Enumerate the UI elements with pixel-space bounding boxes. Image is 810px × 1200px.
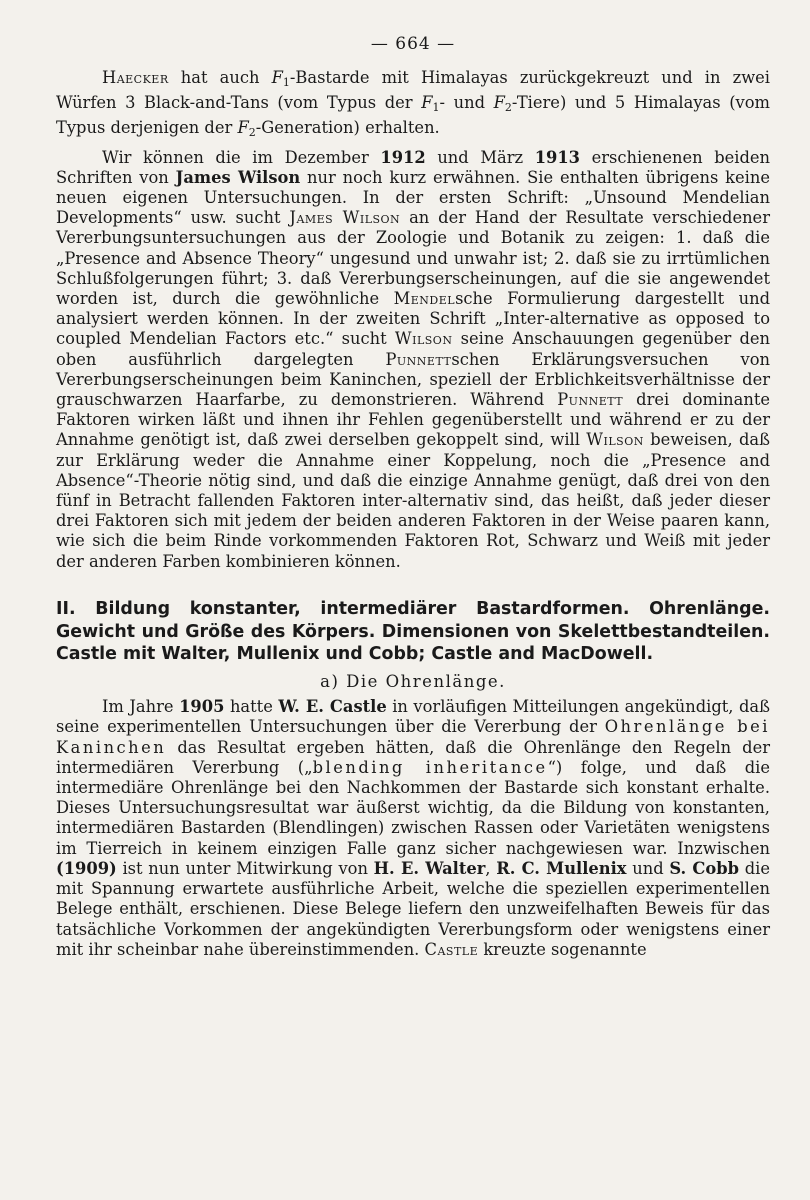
text-run: nur noch kurz erwähnen. Sie enthalten übrigens keine neuen eigenen Untersuchungen. In der ersten Schrift: „Unsound Mendelian Developments“ usw. sucht <box>56 167 770 228</box>
text-run: das Resultat ergeben hätten, daß die Ohrenlänge den Regeln der intermediären Vererbung („ <box>56 737 770 777</box>
text-run: hatte <box>224 697 279 717</box>
text-run: und <box>626 858 670 878</box>
generation-subscript: 1 <box>432 101 440 115</box>
emphasized-term: Ohrenlänge bei Kaninchen <box>56 717 770 757</box>
text-run: “) folge, und daß die intermediäre Ohrenlänge bei den Nachkommen der Bastarde sich konstant erhalte. Dieses Untersuchungsresultat war äußerst wichtig, da die Bildung von konstanten, intermediären Bastarden (Blendlingen) zwischen Rassen oder Varietäten wenigstens im Tierreich in keinem einzigen Falle ganz sicher nachgewiesen war. Inzwischen <box>56 757 770 858</box>
text-run: Wir können die im Dezember <box>102 147 381 167</box>
author-name: Wilson <box>394 329 453 349</box>
generation-subscript: 2 <box>248 126 256 140</box>
text-run: kreuzte sogenannte <box>478 939 647 959</box>
text-run: und März <box>425 147 535 167</box>
author-name: R. C. Mullenix <box>496 858 627 878</box>
text-run: die mit Spannung erwartete ausführliche Arbeit, welche die speziellen experimentellen Belege enthält, erschienen. Diese Belege liefern den unzweifelhaften Beweis für das tatsächliche Vorkommen der angekündigten Vererbungsform oder wenigstens einer mit ihr scheinbar nahe übereinstimmenden. <box>56 858 770 959</box>
author-name: H. E. Walter <box>373 858 486 878</box>
text-run: sche Formulierung dargestellt und analysiert werden können. In der zweiten Schrift „Inter-alternative as opposed to coupled Mendelian Factors etc.“ sucht <box>56 289 770 349</box>
page-number: — 664 — <box>370 34 456 54</box>
author-name: Punnett <box>557 390 624 410</box>
text-run: -Bastarde mit Himalayas zurückgekreuzt und in zwei Würfen 3 Black-and-Tans (vom Typus der <box>56 68 770 113</box>
emphasized-term: blending inheritance <box>312 757 548 777</box>
text-run: beweisen, daß zur Erklärung weder die Annahme einer Koppelung, noch die „Presence and Absence“-Theorie nötig sind, und daß die einzige Annahme genügt, daß drei von den fünf in Betracht fallenden Faktoren inter-alternativ sind, das heißt, daß jeder dieser drei Faktoren sich mit jedem der beiden anderen Faktoren in der Weise paaren kann, wie sich die beim Rinde vorkommenden Faktoren Rot, Schwarz und Weiß mit jeder der anderen Farben kombinieren können. <box>56 430 771 571</box>
author-name: Mendel <box>393 289 456 309</box>
year: 1905 <box>179 697 225 717</box>
text-run: erschienenen beiden Schriften von <box>56 147 771 187</box>
generation-symbol: F <box>421 93 433 113</box>
text-run: ist nun unter Mitwirkung von <box>116 858 374 878</box>
text-run: -Generation) erhalten. <box>255 118 440 138</box>
text-run: Im Jahre <box>102 697 180 717</box>
section-heading: II. Bildung konstanter, intermediärer Bastardformen. Ohrenlänge. Gewicht und Größe des Körpers. Dimensionen von Skelettbestandteilen. Castle mit Walter, Mullenix und Cobb; Castle and MacDowell. <box>56 598 770 665</box>
paragraph-wilson <box>56 148 770 572</box>
author-name: Wilson <box>586 430 644 450</box>
author-name: W. E. Castle <box>278 697 387 717</box>
generation-subscript: 2 <box>504 101 512 115</box>
generation-symbol: F <box>493 93 505 113</box>
generation-symbol: F <box>271 68 283 87</box>
text-run: hat auch <box>168 68 272 87</box>
text-run: drei dominante Faktoren wirken läßt und ihnen ihr Fehlen gegenüberstellt und während er zu der Annahme genötigt ist, daß zwei derselben gekoppelt sind, will <box>56 390 771 450</box>
generation-symbol: F <box>237 118 249 138</box>
text-run: - und <box>439 93 494 113</box>
year: (1909) <box>56 858 117 878</box>
year: 1912 <box>380 147 426 167</box>
subsection-heading: a) Die Ohrenlänge. <box>320 672 506 692</box>
author-name: James Wilson <box>175 167 301 187</box>
text-run: -Tiere) und 5 Himalayas (vom Typus derjenigen der <box>56 93 770 138</box>
text-run: , <box>485 858 497 878</box>
author-name: James Wilson <box>289 208 401 228</box>
text-run: seine Anschauungen gegenüber den oben ausführlich dargelegten <box>56 329 770 369</box>
paragraph-haecker <box>56 68 770 144</box>
generation-subscript: 1 <box>282 76 290 89</box>
author-name: S. Cobb <box>669 858 739 878</box>
author-name: Haecker <box>102 68 169 87</box>
author-name: Punnett <box>385 349 452 369</box>
paragraph-castle <box>56 697 770 960</box>
text-run: an der Hand der Resultate verschiedener Vererbungsuntersuchungen aus der Zoologie und Botanik zu zeigen: 1. daß die „Presence and Absence Theory“ ungesund und unwahr ist; 2. daß sie zu irrtümlichen Schlußfolgerungen führt; 3. daß Vererbungserscheinungen, auf die sie angewendet worden ist, durch die gewöhnliche <box>56 208 770 309</box>
year: 1913 <box>534 147 581 167</box>
text-run: schen Erklärungsversuchen von Vererbungserscheinungen beim Kaninchen, speziell der Erblichkeitsverhältnisse der grauschwarzen Haarfarbe, zu demonstrieren. Während <box>56 349 770 410</box>
author-name: Castle <box>424 939 479 959</box>
text-run: in vorläufigen Mitteilungen angekündigt, daß seine experimentellen Untersuchungen über die Vererbung der <box>56 697 770 737</box>
